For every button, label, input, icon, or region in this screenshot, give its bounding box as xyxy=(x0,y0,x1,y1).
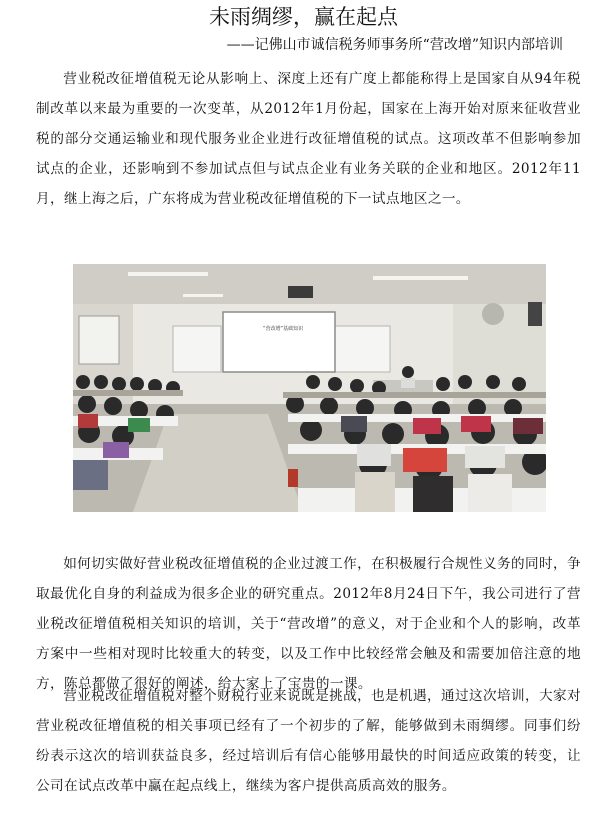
slide-title: “营改增”基础知识 xyxy=(263,326,304,332)
training-photo xyxy=(73,264,546,512)
article-subtitle: ——记佛山市诚信税务师事务所“营改增”知识内部培训 xyxy=(226,37,563,53)
paragraph-intro: 营业税改征增值税无论从影响上、深度上还有广度上都能称得上是国家自从94年税制改革以来最为重要的一次变革，从2012年1月份起，国家在上海开始对原来征收营业税的部分交通运输业和现代服务业企业进行改征增值税的试点。这项改革不但影响参加试点的企业，还影响到不参加试点但与试点企业有业务关联的企业和地区。2012年11月，继上海之后，广东将成为营业税改征增值税的下一试点地区之一。 xyxy=(36,71,581,207)
article-title: 未雨绸缪，赢在起点 xyxy=(209,5,398,29)
paragraph-training: 如何切实做好营业税改征增值税的企业过渡工作，在积极履行合规性义务的同时，争取最优化自身的利益成为很多企业的研究重点。2012年8月24日下午，我公司进行了营业税改征增值税相关知识的培训，关于“营改增”的意义，对于企业和个人的影响，改革方案中一些相对现时比较重大的转变，以及工作中比较经常会触及和需要加倍注意的地方，陈总都做了很好的阐述，给大家上了宝贵的一课。 xyxy=(36,556,581,692)
paragraph-conclusion: 营业税改征增值税对整个财税行业来说既是挑战，也是机遇，通过这次培训，大家对营业税改征增值税的相关事项已经有了一个初步的了解，能够做到未雨绸缪。同事们纷纷表示这次的培训获益良多，经过培训后有信心能够用最快的时间适应政策的转变，让公司在试点改革中赢在起点线上，继续为客户提供高质高效的服务。 xyxy=(36,688,581,794)
